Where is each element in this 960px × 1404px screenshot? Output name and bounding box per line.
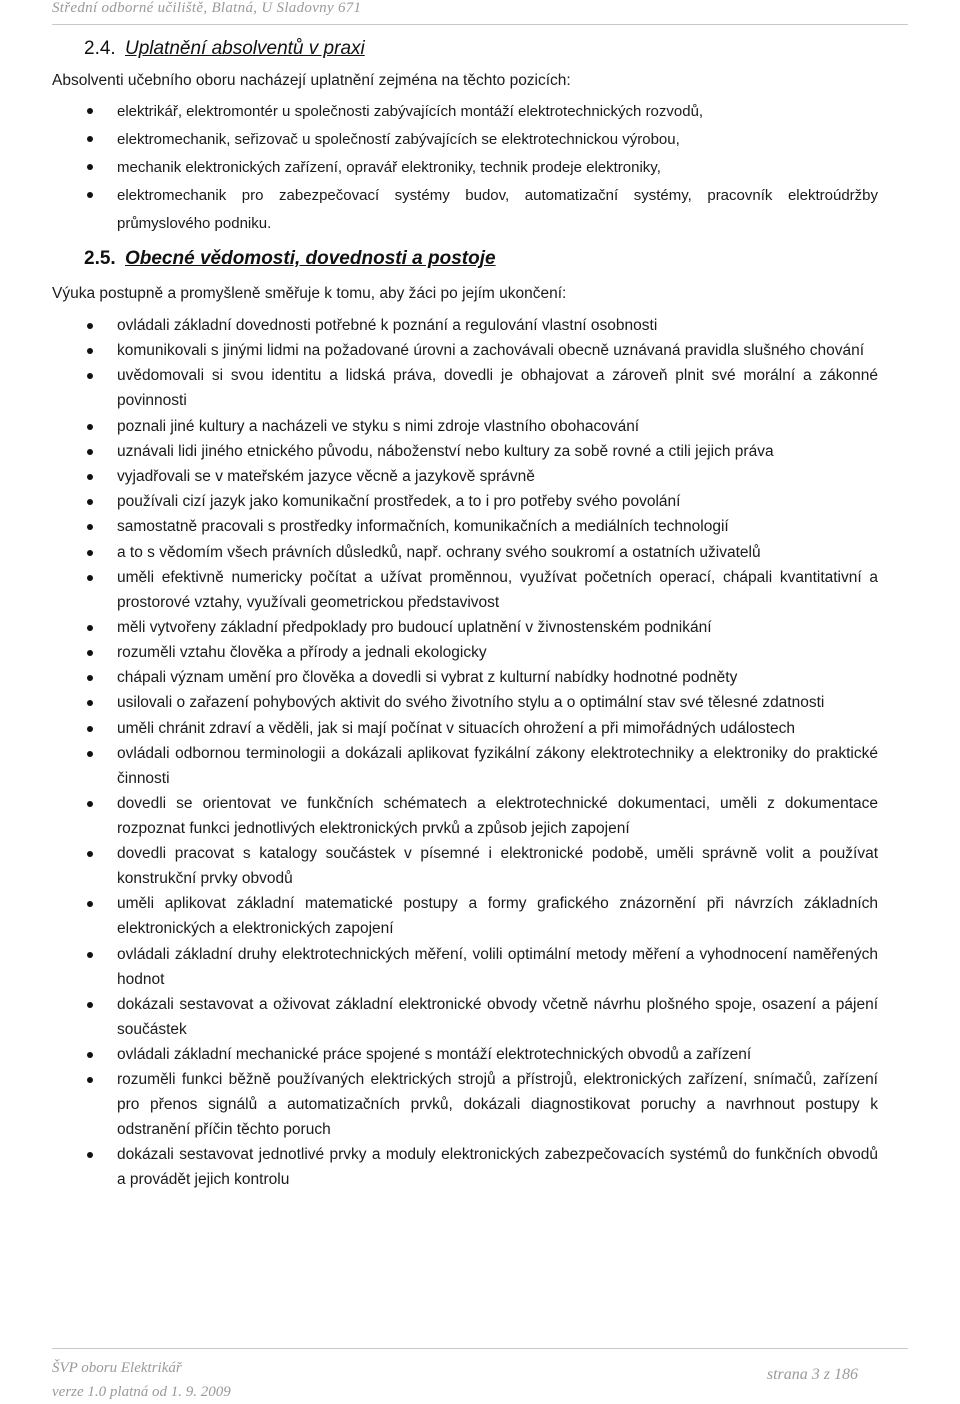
list-item: [0, 540, 960, 565]
list-item: [0, 565, 960, 615]
bullet-icon: [87, 136, 93, 142]
bullet-icon: [87, 192, 93, 198]
list-item-text: mechanik elektronických zařízení, opravář elektroniky, technik prodeje elektroniky,: [117, 159, 661, 176]
bullet-icon: [87, 625, 93, 631]
list-item: [0, 716, 960, 741]
list-item: [0, 182, 960, 238]
list-item: [0, 514, 960, 539]
bullet-icon: [87, 550, 93, 556]
bullet-icon: [87, 108, 93, 114]
list-item-text: ovládali základní mechanické práce spojené s montáží elektrotechnických obvodů a zařízení: [117, 1045, 752, 1063]
bullet-icon: [87, 700, 93, 706]
bullet-icon: [87, 449, 93, 455]
list-item: [0, 489, 960, 514]
list-item: [0, 891, 960, 941]
bullet-icon: [87, 373, 93, 379]
bullet-icon: [87, 650, 93, 656]
list-item: [0, 690, 960, 715]
list-item-text: chápali význam umění pro člověka a dovedli si vybrat z kulturní nabídky hodnotné podněty: [117, 669, 738, 687]
list-item: [0, 1067, 960, 1142]
section-title: Uplatnění absolventů v praxi: [124, 38, 365, 59]
section-intro: Absolventi učebního oboru nacházejí uplatnění zejména na těchto pozicích:: [52, 72, 571, 89]
section-heading-2-4: [84, 38, 365, 60]
list-item-text: vyjadřovali se v mateřském jazyce věcně a jazykově správně: [117, 467, 535, 485]
bullet-icon: [87, 1002, 93, 1008]
list-item: [0, 439, 960, 464]
list-item-text: uměli aplikovat základní matematické postupy a formy grafického znázornění při návrzích základních elektronických a elektronických zapojení: [117, 895, 878, 938]
list-item-text: poznali jiné kultury a nacházeli ve styku s nimi zdroje vlastního obohacování: [117, 417, 640, 435]
list-item-text: uvědomovali si svou identitu a lidská práva, dovedli je obhajovat a zároveň plnit své morální a zákonné povinnosti: [117, 367, 878, 410]
section-title: Obecné vědomosti, dovednosti a postoje: [124, 248, 496, 269]
list-item: [0, 313, 960, 338]
list-item-text: uměli chránit zdraví a věděli, jak si mají počínat v situacích ohrožení a při mimořádných událostech: [117, 719, 796, 737]
list-item-text: měli vytvořeny základní předpoklady pro budoucí uplatnění v živnostenském podnikání: [117, 618, 712, 636]
list-item-text: uměli efektivně numericky počítat a užívat proměnnou, využívat početních operací, chápali kvantitativní a prostorové vztahy, využívali geometrickou představivost: [117, 568, 878, 611]
bullet-icon: [87, 675, 93, 681]
list-item-text: ovládali základní dovednosti potřebné k poznání a regulování vlastní osobnosti: [117, 317, 658, 334]
list-item: [0, 992, 960, 1042]
section-intro: Výuka postupně a promyšleně směřuje k tomu, aby žáci po jejím ukončení:: [52, 285, 567, 302]
bullet-list-positions: [0, 98, 960, 238]
list-item: [0, 841, 960, 891]
bullet-icon: [87, 751, 93, 757]
section-heading-2-5: [84, 248, 496, 270]
list-item: [0, 1142, 960, 1192]
section-number: 2.5.: [84, 248, 116, 269]
footer-program-info: [52, 1356, 231, 1404]
bullet-icon: [87, 851, 93, 857]
bullet-icon: [87, 1077, 93, 1083]
list-item-text: dokázali sestavovat jednotlivé prvky a moduly elektronických zabezpečovacích systémů do funkčních obvodů a provádět jejich kontrolu: [117, 1146, 878, 1189]
bullet-icon: [87, 499, 93, 505]
list-item: [0, 615, 960, 640]
bullet-icon: [87, 474, 93, 480]
list-item-text: dovedli se orientovat ve funkčních schématech a elektrotechnické dokumentaci, uměli z dokumentace rozpoznat funkci jednotlivých elektronických prvků a způsob jejich zapojení: [117, 795, 878, 837]
page-number: strana 3 z 186: [766, 1366, 858, 1383]
bullet-icon: [87, 1152, 93, 1158]
list-item: [0, 791, 960, 841]
list-item-text: elektromechanik, seřizovač u společností zabývajících se elektrotechnickou výrobou,: [117, 131, 680, 148]
list-item-text: elektromechanik pro zabezpečovací systémy budov, automatizační systémy, pracovník elektroúdržby průmyslového podniku.: [117, 187, 878, 232]
section-number: 2.4.: [84, 38, 116, 59]
bullet-icon: [87, 424, 93, 430]
list-item: [0, 640, 960, 665]
bullet-icon: [87, 901, 93, 907]
list-item: [0, 464, 960, 489]
footer-divider: [52, 1348, 908, 1349]
list-item-text: ovládali základní druhy elektrotechnických měření, volili optimální metody měření a vyhodnocení naměřených hodnot: [117, 945, 878, 988]
list-item-text: ovládali odbornou terminologii a dokázali aplikovat fyzikální zákony elektrotechniky a elektroniky do praktické činnosti: [117, 744, 878, 787]
list-item-text: dokázali sestavovat a oživovat základní elektronické obvody včetně návrhu plošného spoje, osazení a pájení součástek: [117, 995, 878, 1038]
running-header: Střední odborné učiliště, Blatná, U Sladovny 671: [52, 0, 362, 16]
list-item: [0, 414, 960, 439]
bullet-icon: [87, 575, 93, 581]
list-item: [0, 741, 960, 791]
list-item-text: elektrikář, elektromontér u společnosti zabývajících montáží elektrotechnických rozvodů,: [117, 103, 704, 120]
list-item: [0, 942, 960, 992]
header-divider: [52, 24, 908, 25]
list-item-text: komunikovali s jinými lidmi na požadované úrovni a zachovávali obecně uznávaná pravidla slušného chování: [117, 342, 865, 360]
list-item-text: usilovali o zařazení pohybových aktivit do svého životního stylu a o optimální stav své tělesné zdatnosti: [117, 694, 825, 712]
bullet-icon: [87, 348, 93, 354]
list-item: [0, 154, 960, 182]
bullet-icon: [87, 801, 93, 807]
bullet-icon: [87, 1052, 93, 1058]
list-item: [0, 338, 960, 363]
list-item-text: používali cizí jazyk jako komunikační prostředek, a to i pro potřeby svého povolání: [117, 493, 681, 511]
bullet-icon: [87, 952, 93, 958]
list-item-text: rozuměli vztahu člověka a přírody a jednali ekologicky: [117, 644, 487, 662]
list-item-text: a to s vědomím všech právních důsledků, např. ochrany svého soukromí a ostatních uživatelů: [117, 543, 761, 561]
bullet-icon: [87, 524, 93, 530]
bullet-icon: [87, 323, 93, 329]
list-item: [0, 98, 960, 126]
list-item: [0, 665, 960, 690]
list-item: [0, 126, 960, 154]
list-item: [0, 363, 960, 413]
list-item-text: samostatně pracovali s prostředky informačních, komunikačních a mediálních technologií: [117, 518, 729, 536]
bullet-icon: [87, 164, 93, 170]
list-item-text: dovedli pracovat s katalogy součástek v písemné i elektronické podobě, uměli správně volit a používat konstrukční prvky obvodů: [117, 845, 878, 888]
bullet-icon: [87, 726, 93, 732]
footer-version: verze 1.0 platná od 1. 9. 2009: [52, 1384, 231, 1400]
list-item-text: rozuměli funkci běžně používaných elektrických strojů a přístrojů, elektronických zařízení, snímačů, zařízení pro přenos signálů a automatizačních prvků, dokázali diagnostikovat poruchy a navrhnout postupy k odstranění příčin těchto poruch: [117, 1071, 878, 1139]
footer-program: ŠVP oboru Elektrikář: [52, 1360, 182, 1376]
list-item-text: uznávali lidi jiného etnického původu, náboženství nebo kultury za sobě rovné a ctili jejich práva: [117, 442, 774, 460]
list-item: [0, 1042, 960, 1067]
bullet-list-competencies: [0, 313, 960, 1193]
